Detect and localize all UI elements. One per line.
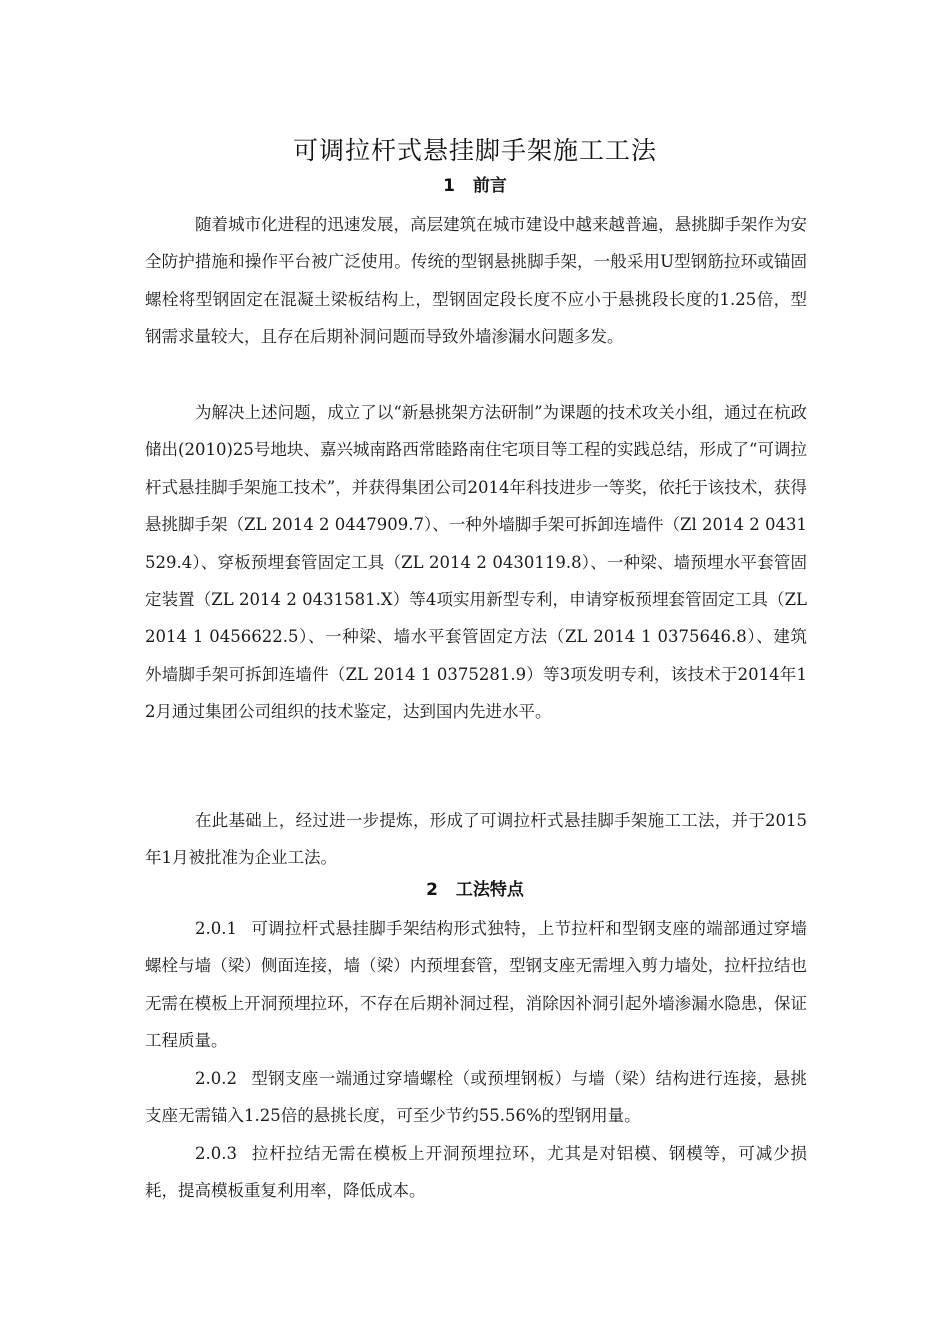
section-1-paragraph-2: 为解决上述问题，成立了以“新悬挑架方法研制”为课题的技术攻关小组，通过在杭政储出(2010)25号地块、嘉兴城南路西常睦路南住宅项目等工程的实践总结，形成了“可调拉杆式悬挂脚手架施工技术”，并获得集团公司2014年科技进步一等奖，依托于该技术，获得悬挑脚手架（ZL 2014 2 0447909.7）、一种外墙脚手架可拆卸连墙件（Zl 2014 2 0431529.4）、穿板预埋套管固定工具（ZL 2014 2 0430119.8）、一种梁、墙预埋水平套管固定装置（ZL 2014 2 0431581.X）等4项实用新型专利，申请穿板预埋套管固定工具（ZL 2014 1 0456622.5）、一种梁、墙水平套管固定方法（ZL 2014 1 0375646.8）、建筑外墙脚手架可拆卸连墙件（ZL 2014 1 0375281.9）等3项发明专利，该技术于2014年12月通过集团公司组织的技术鉴定，达到国内先进水平。 [145,403,807,722]
document-title: 可调拉杆式悬挂脚手架施工工法 [292,136,657,165]
clause-text: 型钢支座一端通过穿墙螺栓（或预埋钢板）与墙（梁）结构进行连接，悬挑支座无需锚入1.25倍的悬挑长度，可至少节约55.56%的型钢用量。 [145,1069,807,1126]
section-1-title: 前言 [472,176,507,196]
clause-number: 2.0.1 [195,919,237,938]
clause-2-0-1 [145,910,807,1060]
section-1-paragraph-3: 在此基础上，经过进一步提炼，形成了可调拉杆式悬挂脚手架施工工法，并于2015年1月被批准为企业工法。 [145,811,807,868]
section-2-number: 2 [426,880,438,900]
clause-2-0-2 [145,1060,807,1135]
clause-number: 2.0.2 [195,1069,237,1088]
clause-2-0-3 [145,1135,807,1210]
section-1-number: 1 [443,176,455,196]
section-2-heading [0,876,950,904]
clause-text: 可调拉杆式悬挂脚手架结构形式独特，上节拉杆和型钢支座的端部通过穿墙螺栓与墙（梁）侧面连接，墙（梁）内预埋套管，型钢支座无需埋入剪力墙处，拉杆拉结也无需在模板上开洞预埋拉环，不存在后期补洞过程，消除因补洞引起外墙渗漏水隐患，保证工程质量。 [145,919,807,1051]
clause-number: 2.0.3 [195,1144,237,1163]
section-1-paragraph-1: 随着城市化进程的迅速发展，高层建筑在城市建设中越来越普遍，悬挑脚手架作为安全防护措施和操作平台被广泛使用。传统的型钢悬挑脚手架，一般采用U型钢筋拉环或锚固螺栓将型钢固定在混凝土梁板结构上，型钢固定段长度不应小于悬挑段长度的1.25倍，型钢需求量较大，且存在后期补洞问题而导致外墙渗漏水问题多发。 [145,215,807,347]
clause-text: 拉杆拉结无需在模板上开洞预埋拉环，尤其是对铝模、钢模等，可减少损耗，提高模板重复利用率，降低成本。 [145,1144,807,1201]
section-2-title: 工法特点 [455,880,524,900]
section-1-heading [0,172,950,200]
